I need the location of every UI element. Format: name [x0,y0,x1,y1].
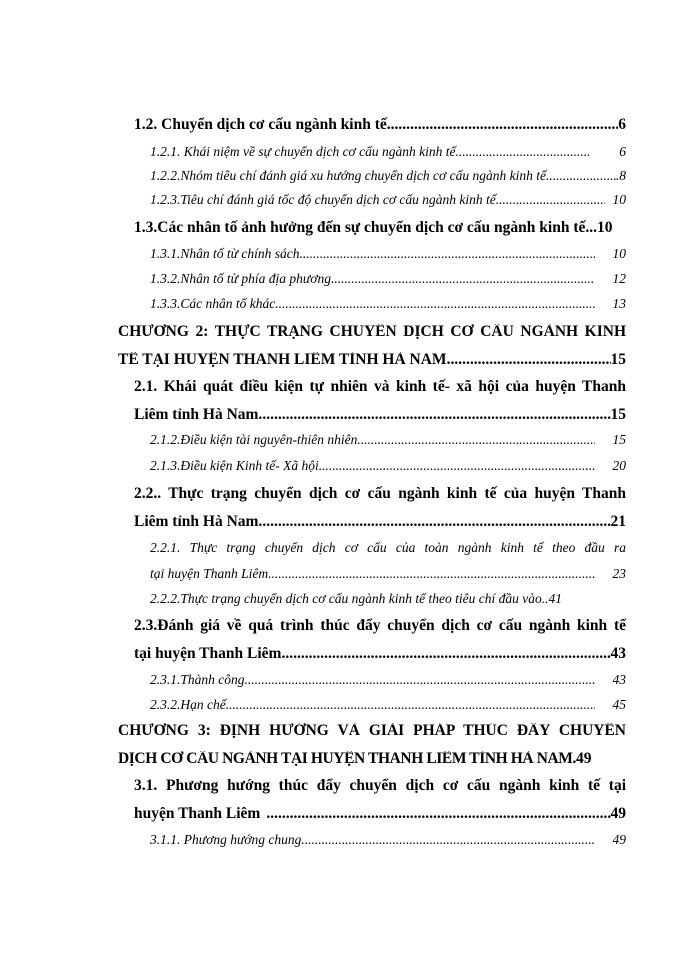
toc-entry-3-1-line-2: huyện Thanh Liêm ..... 49 [134,806,626,822]
toc-entry-2-2-2: 2.2.2.Thực trạng chuyển dịch cơ cấu ngành kinh tế theo tiêu chí đầu vào ..41 [150,592,562,606]
toc-entry-2-1-line-2: Liêm tỉnh Hà Nam. ..... 15 [134,407,626,423]
toc-chapter-2-line-1: CHƯƠNG 2: THỰC TRẠNG CHUYỂN DỊCH CƠ CẤU NGÀNH KINH [118,324,626,340]
toc-entry-2-3-1: 2.3.1.Thành công. ..... 43 [150,673,626,687]
toc-entry-1-2-3: 1.2.3.Tiêu chí đánh giá tốc độ chuyển dịch cơ cấu ngành kinh tế. ..... 10 [150,193,626,207]
toc-entry-2-1-3: 2.1.3.Điều kiện Kinh tế- Xã hội. ..... 20 [150,459,626,473]
toc-chapter-2-line-2: TẾ TẠI HUYỆN THANH LIÊM TỈNH HÀ NAM. ..... 15 [118,352,626,368]
toc-entry-1-3-3: 1.3.3.Các nhân tố khác. ..... 13 [150,297,626,311]
toc-entry-2-2-1-line-1: 2.2.1. Thực trạng chuyển dịch cơ cấu của toàn ngành kinh tế theo đầu ra [150,541,626,555]
toc-entry-1-3: 1.3.Các nhân tố ảnh hưởng đến sự chuyển dịch cơ cấu ngành kinh tế ...10 [134,220,613,236]
toc-chapter-3-line-1: CHƯƠNG 3: ĐỊNH HƯỚNG VÀ GIẢI PHÁP THÚC ĐẨY CHUYỂN [118,723,626,739]
toc-entry-1-3-2: 1.3.2.Nhân tố từ phía địa phương. ..... 12 [150,272,626,286]
toc-entry-2-1-line-1: 2.1. Khái quát điều kiện tự nhiên và kinh tế- xã hội của huyện Thanh [134,379,626,395]
toc-entry-1-2-2: 1.2.2.Nhóm tiêu chí đánh giá xu hướng chuyển dịch cơ cấu ngành kinh tế. ..... .8 [150,169,626,183]
toc-entry-2-3-line-2: tại huyện Thanh Liêm. ..... 43 [134,646,626,662]
toc-entry-2-2-line-1: 2.2.. Thực trạng chuyển dịch cơ cấu ngành kinh tế của huyện Thanh [134,486,626,502]
toc-entry-2-2-line-2: Liêm tỉnh Hà Nam. ..... 21 [134,514,626,530]
toc-entry-2-3-line-1: 2.3.Đánh giá về quá trình thúc đẩy chuyển dịch cơ cấu ngành kinh tế [134,618,626,634]
toc-entry-2-1-2: 2.1.2.Điều kiện tài nguyên-thiên nhiên. ..... 15 [150,433,626,447]
toc-entry-3-1-line-1: 3.1. Phương hướng thúc đẩy chuyển dịch cơ cấu ngành kinh tế tại [134,778,626,794]
toc-entry-1-2: 1.2. Chuyển dịch cơ cấu ngành kinh tế. ..... 6 [134,117,626,133]
toc-entry-3-1-1: 3.1.1. Phương hướng chung. ..... 49 [150,833,626,847]
toc-entry-2-2-1-line-2: tại huyện Thanh Liêm ..... 23 [150,567,626,581]
toc-entry-1-2-1: 1.2.1. Khái niệm về sự chuyển dịch cơ cấu ngành kinh tế. ..... 6 [150,145,626,159]
toc-chapter-3-line-2: DỊCH CƠ CẤU NGÀNH TẠI HUYỆN THANH LIÊM TỈNH HÀ NAM. 49 [118,751,592,767]
toc-entry-1-3-1: 1.3.1.Nhân tố từ chính sách. ..... 10 [150,247,626,261]
toc-entry-2-3-2: 2.3.2.Hạn chế. ..... 45 [150,698,626,712]
